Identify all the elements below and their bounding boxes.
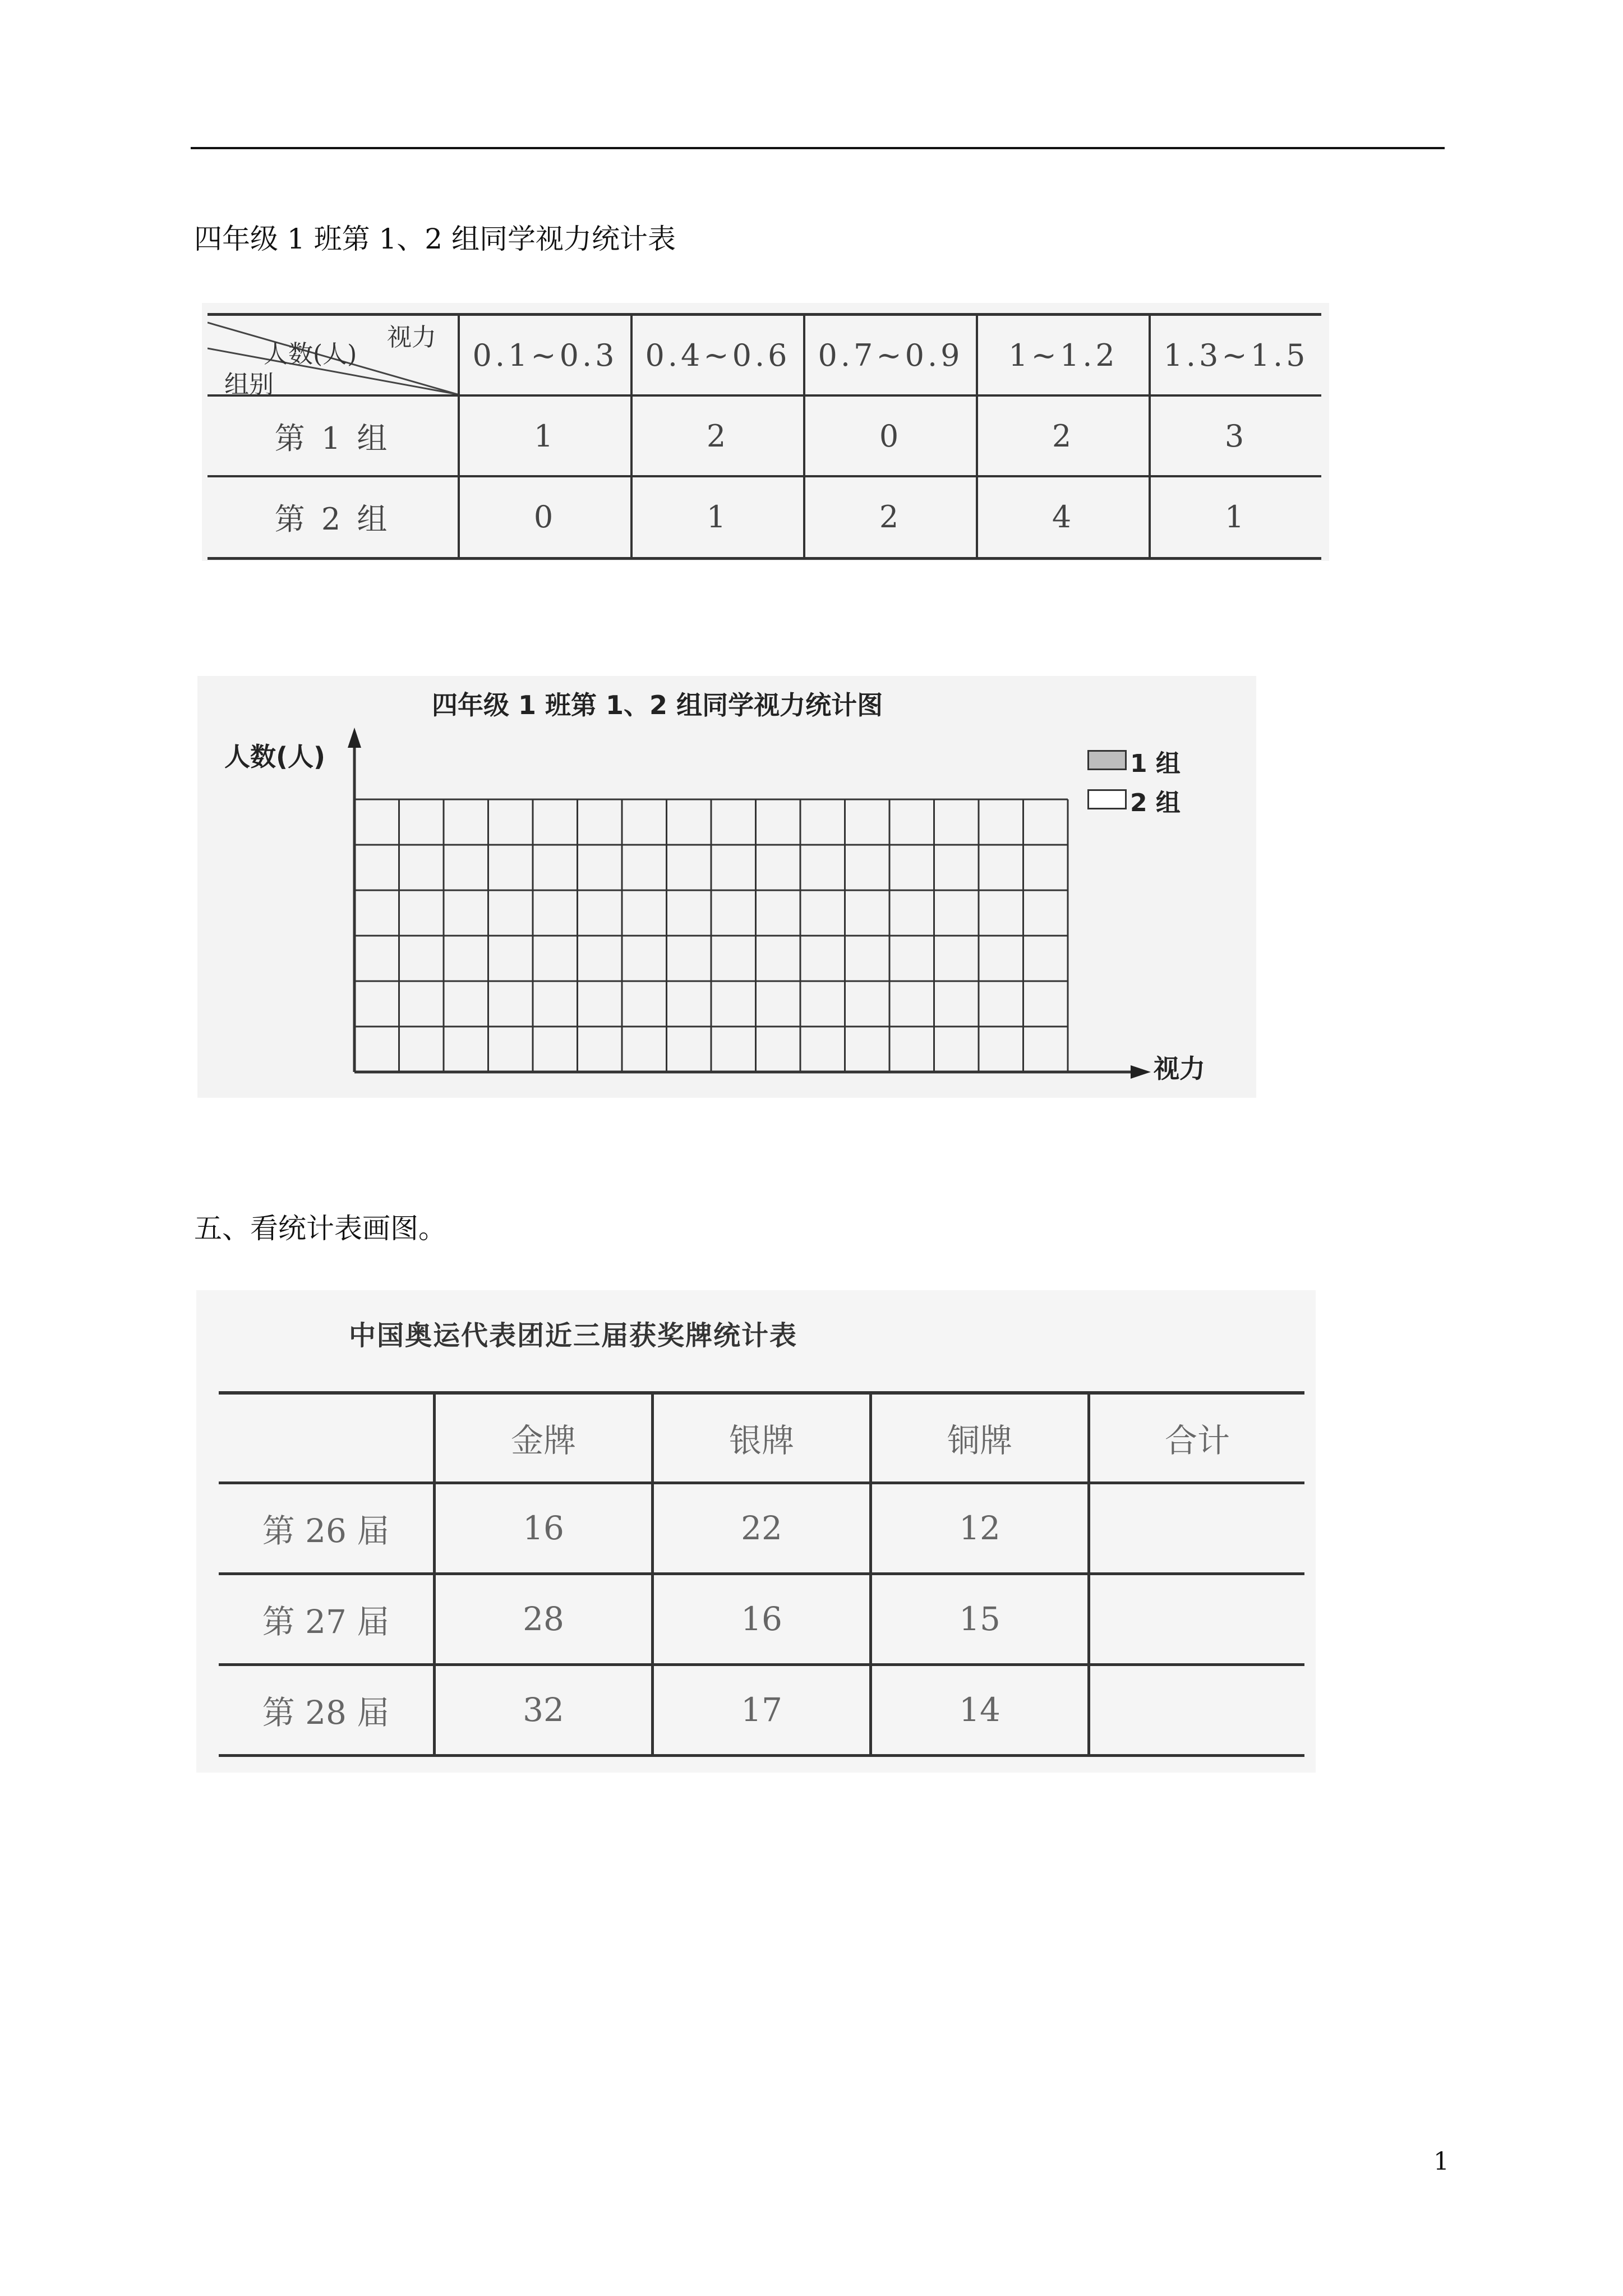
vision-table-corner-cell xyxy=(208,315,459,399)
row-label: 第 27 届 xyxy=(219,1573,435,1664)
header-rule xyxy=(191,147,1445,149)
table-cell: 1 xyxy=(631,476,804,558)
medal-table-image xyxy=(196,1290,1316,1773)
corner-label-vision: 视力 xyxy=(387,323,436,352)
corner-label-group: 组别 xyxy=(224,370,274,399)
table-cell: 2 xyxy=(631,395,804,476)
legend-label: 2 组 xyxy=(1130,789,1181,817)
table-row xyxy=(208,476,1321,558)
vision-table-title: 四年级 1 班第 1、2 组同学视力统计表 xyxy=(194,223,676,255)
table-header-row xyxy=(219,1393,1304,1483)
table-header-cell: 金牌 xyxy=(435,1393,653,1483)
table-cell: 16 xyxy=(653,1573,871,1664)
table-cell: 0 xyxy=(459,476,631,558)
table-header-cell xyxy=(219,1393,435,1483)
vision-col-header: 0.7~0.9 xyxy=(804,315,977,396)
page-number: 1 xyxy=(1433,2147,1449,2176)
table-header-cell: 合计 xyxy=(1089,1393,1305,1483)
table-cell: 1 xyxy=(459,395,631,476)
vision-chart-image xyxy=(197,676,1256,1098)
medal-table-title: 中国奥运代表团近三届获奖牌统计表 xyxy=(349,1320,798,1351)
table-cell: 2 xyxy=(977,395,1150,476)
vision-col-header: 0.4~0.6 xyxy=(631,315,804,396)
table-cell: 17 xyxy=(653,1664,871,1755)
table-cell: 3 xyxy=(1150,395,1321,476)
table-cell: 12 xyxy=(871,1483,1089,1573)
chart-title: 四年级 1 班第 1、2 组同学视力统计图 xyxy=(432,690,883,720)
table-cell: 28 xyxy=(435,1573,653,1664)
corner-label-count: 人数(人) xyxy=(264,340,357,369)
table-row xyxy=(219,1483,1304,1573)
legend-label: 1 组 xyxy=(1130,749,1181,778)
y-axis-arrow-icon xyxy=(348,728,361,748)
chart-grid xyxy=(197,676,1256,1098)
total-cell xyxy=(1089,1483,1305,1573)
table-header-cell: 银牌 xyxy=(653,1393,871,1483)
table-cell: 32 xyxy=(435,1664,653,1755)
total-cell xyxy=(1089,1664,1305,1755)
total-cell xyxy=(1089,1573,1305,1664)
x-axis-arrow-icon xyxy=(1131,1065,1151,1079)
section-five-heading: 五、看统计表画图。 xyxy=(194,1212,446,1245)
vision-table-image xyxy=(202,303,1329,561)
row-label: 第 28 届 xyxy=(219,1664,435,1755)
x-axis-label: 视力 xyxy=(1154,1053,1205,1084)
row-label: 第 1 组 xyxy=(208,395,459,476)
table-cell: 14 xyxy=(871,1664,1089,1755)
table-cell: 2 xyxy=(804,476,977,558)
vision-table xyxy=(208,313,1321,560)
table-header-cell: 铜牌 xyxy=(871,1393,1089,1483)
y-axis-label: 人数(人) xyxy=(224,742,326,772)
table-row xyxy=(219,1664,1304,1755)
table-cell: 4 xyxy=(977,476,1150,558)
table-cell: 1 xyxy=(1150,476,1321,558)
table-row xyxy=(208,395,1321,476)
vision-col-header: 0.1~0.3 xyxy=(459,315,631,396)
row-label: 第 2 组 xyxy=(208,476,459,558)
vision-col-header: 1.3~1.5 xyxy=(1150,315,1321,396)
table-cell: 0 xyxy=(804,395,977,476)
medal-table xyxy=(219,1391,1304,1757)
row-label: 第 26 届 xyxy=(219,1483,435,1573)
table-cell: 22 xyxy=(653,1483,871,1573)
table-cell: 16 xyxy=(435,1483,653,1573)
table-cell: 15 xyxy=(871,1573,1089,1664)
vision-col-header: 1~1.2 xyxy=(977,315,1150,396)
table-row xyxy=(219,1573,1304,1664)
